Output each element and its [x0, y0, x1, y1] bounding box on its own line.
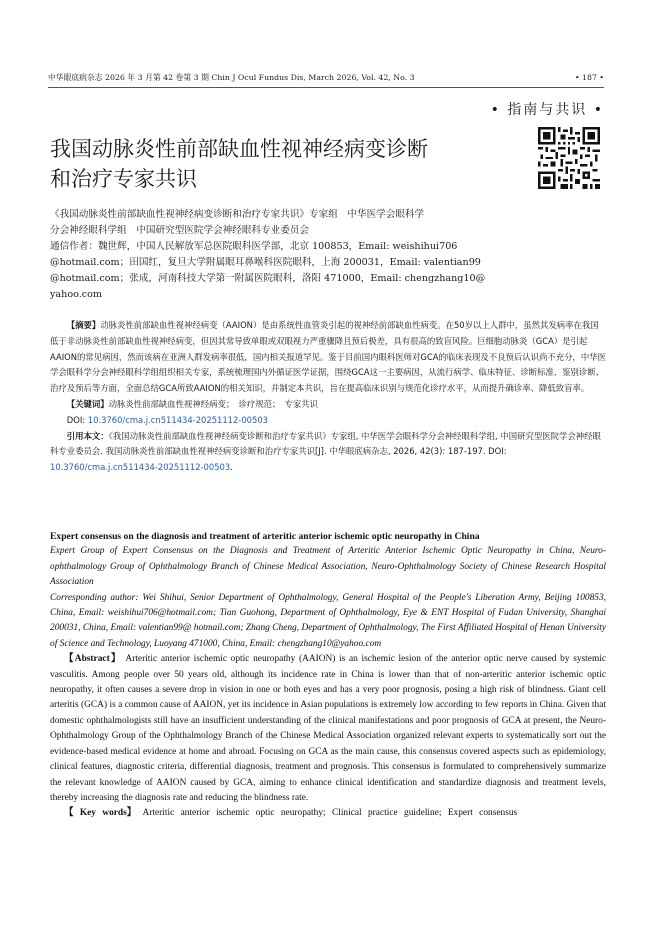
citation-end: . — [230, 462, 233, 473]
doi-label: DOI: — [66, 414, 88, 425]
english-abstract-text: Arteritic anterior ischemic optic neuropathy (AAION) is an ischemic lesion of the anterior optic nerve caused by systemic vasculitis. Among people over 50 years old, although its incidence rate in China is lower than that of non-arteritic anterior ischemic optic neuropathy, it often causes a severe drop in vision in one or both eyes and has a very poor prognosis, posing a high risk of blindness. Giant cell arteritis (GCA) is a common cause of AAION, yet its incidence in Asian populations is extremely low according to few reports in China. Given that domestic ophthalmologists still have an insufficient understanding of the clinical manifestations and poor prognosis of GCA at present, the Neuro-Ophthalmology Group of the Ophthalmology Branch of the Chinese Medical Association organized relevant experts to systematically sort out the evidence-based medical evidence at home and abroad. Focusing on GCA as the main cause, this consensus covered aspects such as epidemiology, clinical features, diagnostic criteria, differential diagnosis, treatment and prognosis. This consensus is formulated to comprehensively summarize the relevant knowledge of AAION caused by GCA, aiming to enhance clinical identification and standardize diagnosis and treatment levels, thereby increasing the diagnosis rate and reducing the blindness rate. — [50, 654, 607, 803]
page-number: • 187 • — [574, 73, 604, 82]
abstract-text: 动脉炎性前部缺血性视神经病变（AAION）是由系统性血管炎引起的视神经前部缺血性病变。在50岁以上人群中，虽然其发病率在我国低于非动脉炎性前部缺血性视神经病变，但因其常导致单眼或双眼视力严重骤降且预后极差，具有很高的致盲风险。巨细胞动脉炎（GCA）是引起AAION的常见病因，然而该病在亚洲人群发病率很低，国内相关报道罕见。鉴于目前国内眼科医师对GCA的临床表现及不良预后认识尚不充分，中华医学会眼科学分会神经眼科学组组织相关专家，系统梳理国内外循证医学证据，围绕GCA这一主要病因，从流行病学、临床特征、诊断标准、鉴别诊断、治疗及预后等方面，全面总结GCA所致AAION的相关知识，并制定本共识，旨在提高临床识别与规范化诊疗水平，从而提升确诊率、降低致盲率。 — [50, 320, 606, 394]
journal-citation-line: 中华眼底病杂志 2026 年 3 月第 42 卷第 3 期 Chin J Ocul Fundus Dis, March 2026, Vol. 42, No. 3 — [48, 73, 415, 82]
english-title: Expert consensus on the diagnosis and treatment of arteritic anterior ischemic optic neuropathy in China — [50, 531, 480, 542]
citation-label: 引用本文： — [66, 430, 109, 441]
title-line-1: 我国动脉炎性前部缺血性视神经病变诊断 — [50, 137, 428, 161]
keywords-text: 动脉炎性前部缺血性视神经病变； 诊疗规范； 专家共识 — [108, 398, 319, 409]
corresponding-line: 通信作者：魏世辉，中国人民解放军总医院眼科医学部，北京 100853，Email: weishihui706 — [50, 241, 458, 252]
abstract-label: 【摘要】 — [66, 320, 101, 330]
keywords-label: 【关键词】 — [66, 398, 109, 409]
english-keywords-text: Arteritic anterior ischemic optic neuropathy; Clinical practice guideline; Expert consensus — [142, 808, 518, 819]
keywords-paragraph — [50, 397, 606, 413]
english-abstract — [50, 652, 606, 806]
corresponding-line: @hotmail.com；张成，河南科技大学第一附属医院眼科，洛阳 471000，Email: chengzhang10@ — [50, 273, 486, 284]
english-keywords-label: 【 Key words】 — [64, 808, 137, 819]
doi-paragraph — [50, 413, 606, 429]
abstract-paragraph — [50, 318, 606, 397]
citation-doi-link[interactable]: 10.3760/cma.j.cn511434-20251112-00503 — [50, 462, 231, 473]
header-rule — [48, 87, 604, 88]
author-block — [50, 207, 602, 303]
corresponding-line: yahoo.com — [50, 289, 102, 300]
journal-header — [48, 71, 604, 85]
title-line-2: 和治疗专家共识 — [50, 167, 197, 191]
citation-paragraph — [50, 429, 606, 476]
article-title — [50, 134, 480, 194]
english-abstract-label: 【Abstract】 — [64, 654, 122, 665]
group-line: 分会神经眼科学组 中国研究型医院学会神经眼科专业委员会 — [50, 225, 310, 236]
corresponding-line: @hotmail.com；田国红，复旦大学附属眼耳鼻喉科医院眼科，上海 200031，Email: valentian99 — [50, 257, 481, 268]
citation-text: 《我国动脉炎性前部缺血性视神经病变诊断和治疗专家共识》专家组, 中华医学会眼科学分会神经眼科学组, 中国研究型医院学会神经眼科专业委员会. 我国动脉炎性前部缺血性视神经病变诊断和治疗专家共识[J]. 中华眼底病杂志, 2026, 42(3): 187-197. DOI: — [50, 430, 601, 457]
doi-link[interactable]: 10.3760/cma.j.cn511434-20251112-00503 — [87, 414, 268, 425]
qr-code-icon[interactable] — [538, 127, 600, 189]
english-group: Expert Group of Expert Consensus on the Diagnosis and Treatment of Arteritic Anterior Ischemic Optic Neuropathy in China, Neuro-ophthalmology Group of Ophthalmology Branch of Chinese Medical Association, Neuro-Ophthalmology Society of Chinese Research Hospital Association — [50, 546, 606, 588]
chinese-abstract — [50, 318, 606, 476]
english-keywords — [50, 806, 606, 821]
group-line: 《我国动脉炎性前部缺血性视神经病变诊断和治疗专家共识》专家组 中华医学会眼科学 — [50, 209, 425, 220]
english-corresponding: Corresponding author: Wei Shihui, Senior Department of Ophthalmology, General Hospital of the People's Liberation Army, Beijing 100853, China, Email: weishihui706@hotmail.com; Tian Guohong, Department of Ophthalmology, Eye & ENT Hospital of Fudan University, Shanghai 200031, China, Email: valentian99@ hotmail.com; Zhang Cheng, Department of Ophthalmology, The First Affiliated Hospital of Henan University of Science and Technology, Luoyang 471000, China, Email: chengzhang10@yahoo.com — [50, 592, 606, 649]
section-label: • 指南与共识 • — [490, 102, 604, 118]
english-abstract-block — [50, 529, 606, 822]
